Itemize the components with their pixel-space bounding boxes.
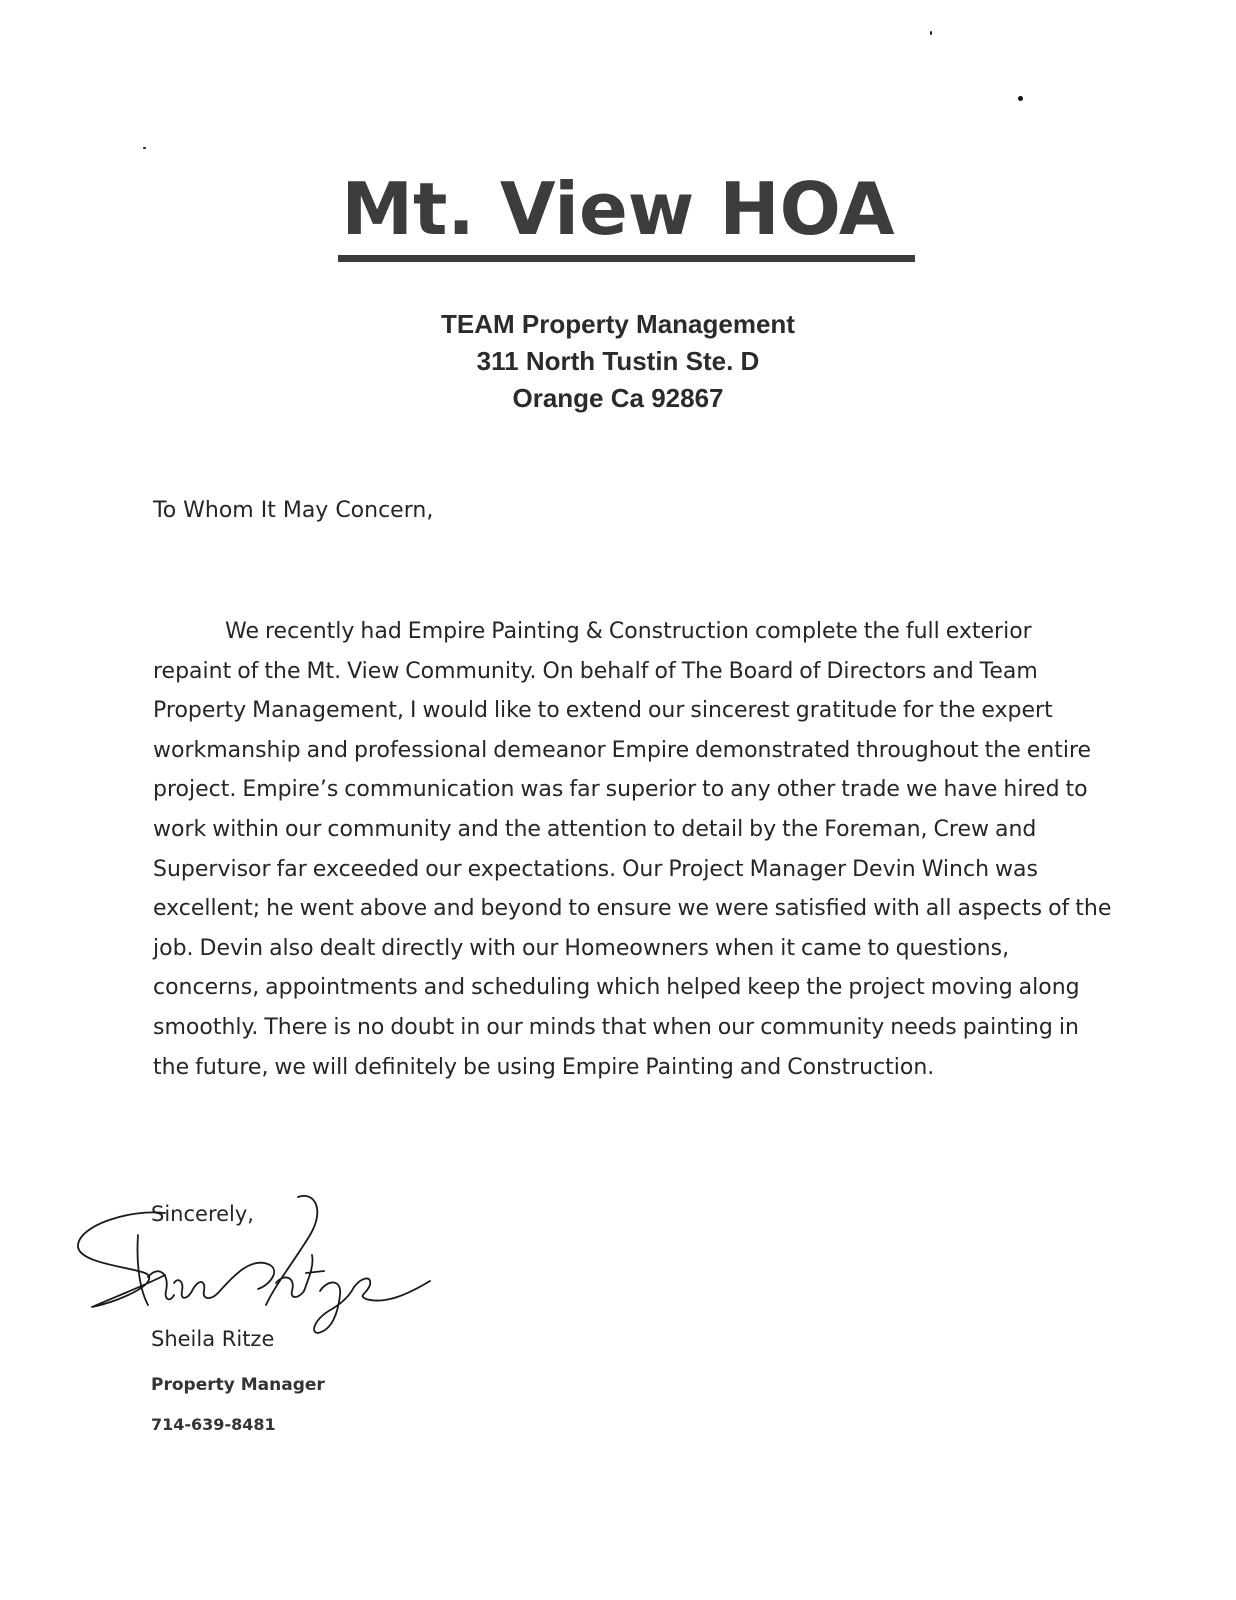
closing-text: Sincerely,	[151, 1202, 254, 1226]
letterhead-address	[0, 306, 1236, 417]
city-state-zip: Orange Ca 92867	[512, 383, 724, 413]
signer-name: Sheila Ritze	[151, 1327, 275, 1351]
signer-phone: 714-639-8481	[151, 1415, 276, 1434]
title-underline	[338, 255, 915, 262]
signer-title: Property Manager	[151, 1375, 325, 1395]
letter-body: We recently had Empire Painting & Construction complete the full exterior repaint of the Mt. View Community. On behalf of The Board of Directors and Team Property Management, I would like to extend our sincerest gratitude for the expert workmanship and professional demeanor Empire demonstrated throughout the entire project. Empire’s communication was far superior to any other trade we have hired to work within our community and the attention to detail by the Foreman, Crew and Supervisor far exceeded our expectations. Our Project Manager Devin Winch was excellent; he went above and beyond to ensure we were satisfied with all aspects of the job. Devin also dealt directly with our Homeowners when it came to questions, concerns, appointments and scheduling which helped keep the project moving along smoothly. There is no doubt in our minds that when our community needs painting in the future, we will definitely be using Empire Painting and Construction.	[153, 619, 1112, 1080]
scan-speck	[143, 147, 146, 149]
salutation: To Whom It May Concern,	[153, 498, 434, 523]
letterhead-title: Mt. View HOA	[341, 167, 895, 251]
company-name: TEAM Property Management	[441, 309, 795, 339]
scan-speck	[930, 31, 932, 35]
street-address: 311 North Tustin Ste. D	[476, 346, 760, 376]
scan-speck	[1018, 96, 1023, 101]
